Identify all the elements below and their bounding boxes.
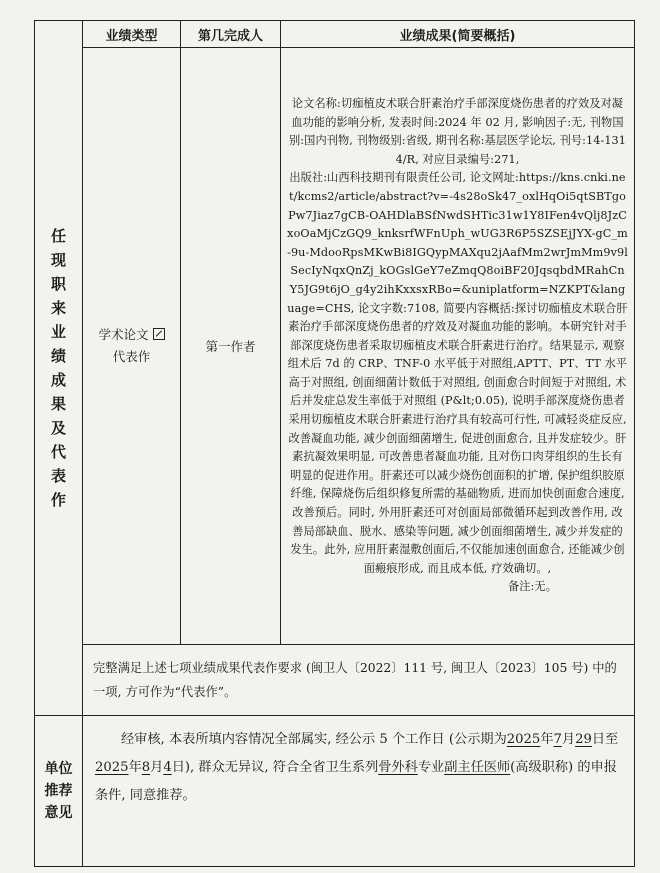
achievement-form-table xyxy=(34,20,635,867)
start-month: 7 xyxy=(553,732,562,747)
end-day: 4 xyxy=(163,760,172,775)
start-day: 29 xyxy=(575,732,592,747)
end-year: 2025 xyxy=(95,760,129,775)
requirement-note: 完整满足上述七项业绩成果代表作要求 (闽卫人〔2022〕111 号, 闽卫人〔2023〕105 号) 中的一项, 方可作为“代表作”。 xyxy=(83,645,635,716)
section-label-achievements: 任 现 职 来 业 绩 成 果 及 代 表 作 xyxy=(35,21,83,716)
header-author-rank: 第几完成人 xyxy=(181,21,281,48)
start-year: 2025 xyxy=(506,732,541,747)
section-label-unit-opinion: 单位 推荐 意见 xyxy=(35,716,83,867)
professional-title: 副主任医师 xyxy=(444,760,511,775)
unit-opinion-text: 经审核, 本表所填内容情况全部属实, 经公示 5 个工作日 (公示期为2025年7月29日至2025年8月4日), 群众无异议, 符合全省卫生系列骨外科专业副主任医师(高级职称) 的申报条件, 同意推荐。 xyxy=(83,716,635,867)
remark-paragraph: 备注:无。 xyxy=(507,580,558,594)
author-rank-cell: 第一作者 xyxy=(181,48,281,645)
end-month: 8 xyxy=(141,760,151,775)
achievement-row xyxy=(35,48,635,645)
achievement-summary-cell xyxy=(281,48,635,645)
achievement-type-cell xyxy=(83,48,181,645)
unit-opinion-row xyxy=(35,716,635,867)
specialty-series: 骨外科 xyxy=(378,760,418,775)
type-label-line2: 代表作 xyxy=(112,349,151,364)
type-label: 学术论文 xyxy=(98,327,149,342)
paper-abstract-paragraph: 出版社:山西科技期刊有限责任公司, 论文网址:https://kns.cnki.net/kcms2/article/abstract?v=-4s28oSk47_oxlHqOi5qtSBTgoPw7Jiaz7gCB-OAHDlaBSfNwdSHTic31w1Y8IFen4vQlj8JzCxoOaMjCzGQ9_knksrfWFnUph_wUG3R6P5SZSEjJYX-gC_m-9u-MdooRpsMKwBi8IGQypMAXqu2jAafMm2wrJmMm9v9lSecIyNqxQnZj_kOGslGeY7eZmqQ8oiBF20JqsqbdMRahCnY5JG9t6jO_g4y2ihKxxsxRBo=&uniplatform=NZKPT&language=CHS, 论文字数:7108, 简要内容概括:探讨切痂植皮术联合肝素治疗手部深度烧伤患者的疗效及对凝血功能的影响。本研究针对手部深度烧伤患者采取切痂植皮术联合肝素进行治疗。结果显示, 观察组术后 7d 的 CRP、TNF-0 水平低于对照组,APTT、PT、TT 水平高于对照组, 创面细菌计数低于对照组, 创面愈合时间短于对照组, 术后并发症总发生率低于对照组 (P&lt;0.05), 说明手部深度烧伤患者采用切痂植皮术联合肝素进行治疗具有较高可行性, 可减轻炎症反应, 改善凝血功能, 减少创面细菌增生, 促进创面愈合, 且并发症较少。肝素抗凝效果明显, 可改善患者凝血功能, 且对伤口肉芽组织的生长有明显的促进作用。肝素还可以减少烧伤创面积的扩增, 保护组织胶原纤维, 保障烧伤后组织修复所需的基础物质, 进而加快创面愈合速度,改善预后。同时, 外用肝素还可对创面局部微循环起到改善作用, 改善局部缺血、脱水、感染等问题, 减少创面细菌增生, 减少并发症的发生。此外, 应用肝素湿敷创面后,不仅能加速创面愈合, 还能减少创面瘢痕形成, 而且成本低, 疗效确切。, xyxy=(287,171,628,575)
header-achievement-type: 业绩类型 xyxy=(83,21,181,48)
note-row xyxy=(35,645,635,716)
checked-checkbox-icon[interactable] xyxy=(153,328,165,340)
paper-info-paragraph: 论文名称:切痂植皮术联合肝素治疗手部深度烧伤患者的疗效及对凝血功能的影响分析, 发表时间:2024 年 02 月, 影响因子:无, 刊物国别:国内刊物, 刊物级别:省级, 期刊名称:基层医学论坛, 刊号:14-1314/R, 对应目录编号:271, xyxy=(289,96,626,166)
header-achievement-summary: 业绩成果(简要概括) xyxy=(281,21,635,48)
table-header-row xyxy=(35,21,635,48)
